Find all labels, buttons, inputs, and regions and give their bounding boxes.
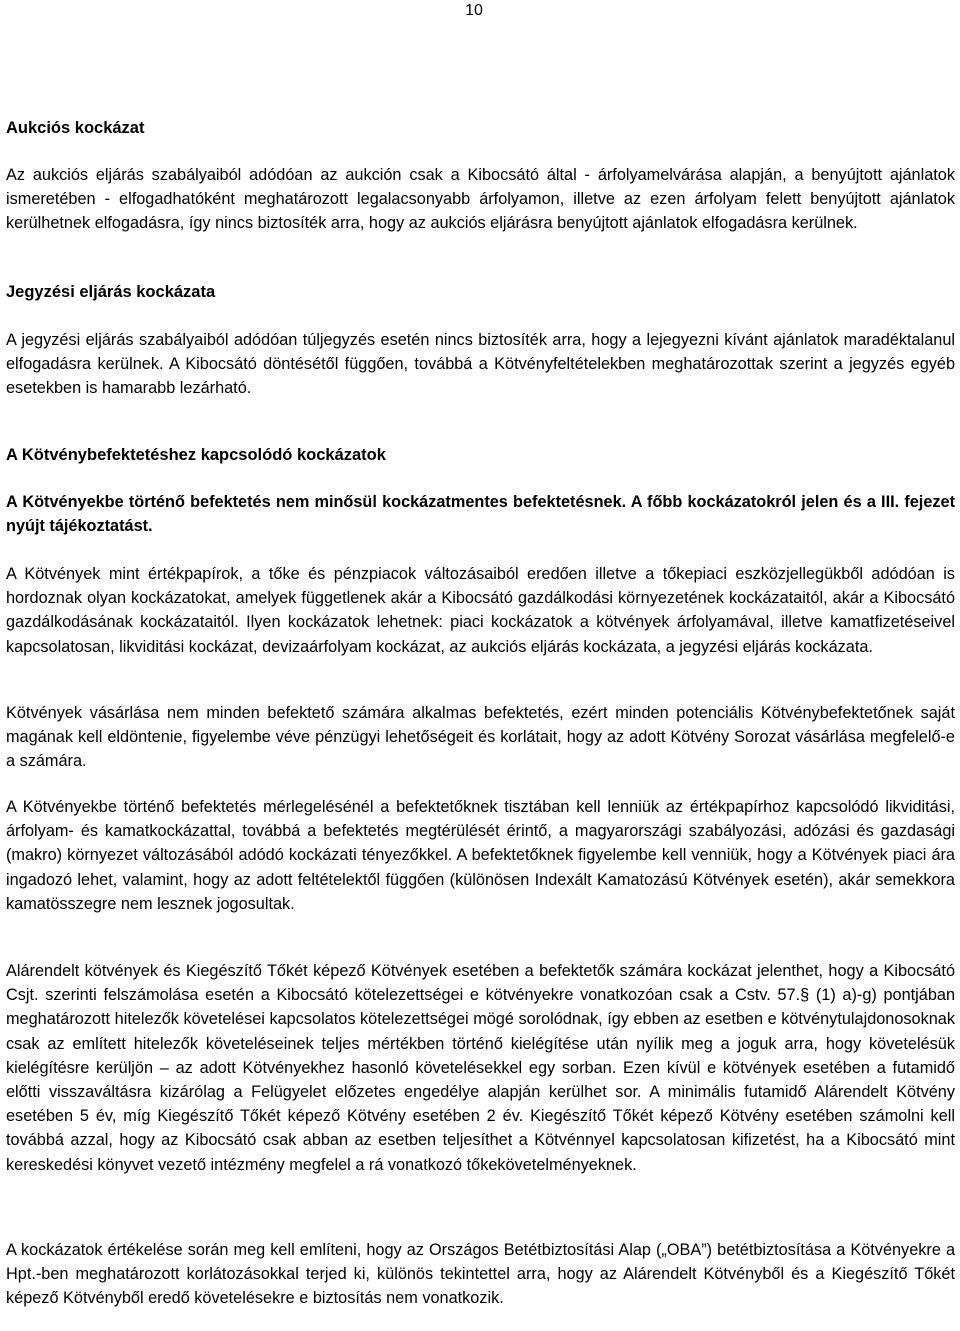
paragraph-jegyzesi: A jegyzési eljárás szabályaiból adódóan túljegyzés esetén nincs biztosíték arra, hogy a lejegyezni kívánt ajánlatok maradéktalanul elfogadásra kerülnek. A Kibocsátó döntésétől függően, továbbá a Kötvényfeltételekben meghatározottak szerint a jegyzés egyéb esetekben is hamarabb lezárható. — [6, 331, 955, 398]
section-heading-kotvenybefektetes: A Kötvénybefektetéshez kapcsolódó kockázatok — [6, 446, 386, 464]
page-number: 10 — [465, 2, 483, 19]
paragraph-merlegeles: A Kötvényekbe történő befektetés mérlegelésénél a befektetőknek tisztában kell lenniük az értékpapírhoz kapcsolódó likviditási, árfolyam- és kamatkockázattal, továbbá a befektetés megtérülését érintő, a magyarországi szabályozási, adózási és gazdasági (makro) környezet változásából adódó kockázati tényezőkkel. A befektetőknek figyelembe kell venniük, hogy a Kötvények piaci ára ingadozó lehet, valamint, hogy az adott feltételektől függően (különösen Indexált Kamatozású Kötvények esetén), akár semekkora kamatösszegre nem lesznek jogosultak. — [6, 798, 955, 913]
section-heading-aukcios: Aukciós kockázat — [6, 119, 145, 137]
section-heading-jegyzesi: Jegyzési eljárás kockázata — [6, 283, 216, 301]
paragraph-kotvenyek-kockazatok: A Kötvények mint értékpapírok, a tőke és pénzpiacok változásaiból eredően illetve a tőkepiaci eszközjellegükből adódóan is hordoznak olyan kockázatokat, amelyek függetlenek akár a Kibocsátó gazdálkodási környezetének kockázataitól, akár a Kibocsátó gazdálkodásának kockázataitól. Ilyen kockázatok lehetnek: piaci kockázatok a kötvények árfolyamával, illetve kamatfizetéseivel kapcsolatosan, likviditási kockázat, devizaárfolyam kockázat, az aukciós eljárás kockázata, a jegyzési eljárás kockázata. — [6, 565, 955, 656]
paragraph-oba: A kockázatok értékelése során meg kell említeni, hogy az Országos Betétbiztosítási Alap („OBA”) betétbiztosítása a Kötvényekre a Hpt.-ben meghatározott korlátozásokkal terjed ki, különös tekintettel arra, hogy az Alárendelt Kötvényből és a Kiegészítő Tőkét képező Kötvényből eredő követelésekre e biztosítás nem vonatkozik. — [6, 1241, 955, 1308]
paragraph-alarendelt-kotvenyek: Alárendelt kötvények és Kiegészítő Tőkét képező Kötvények esetében a befektetők számára kockázat jelenthet, hogy a Kibocsátó Csjt. szerinti felszámolása esetén a Kibocsátó kötelezettségei e kötvényekre vonatkozóan csak a Cstv. 57.§ (1) a)-g) pontjában meghatározott hitelezők követelései kapcsolatos kötelezettségei mögé sorolódnak, így ebben az esetben e kötvénytulajdonosoknak csak az említett hitelezők követeléseinek teljes mértékben történő kielégítése után nyílik meg a joguk arra, hogy követelésük kielégítésre kerüljön – az adott Kötvényekhez hasonló követelésekkel egy sorban. Ezen kívül e kötvények esetében a futamidő előtti visszaváltásra kizárólag a Felügyelet előzetes engedélye alapján kerülhet sor. A minimális futamidő Alárendelt Kötvény esetében 5 év, míg Kiegészítő Tőkét képező Kötvény esetében 2 év. Kiegészítő Tőkét képező Kötvény esetében számolni kell továbbá azzal, hogy az Kibocsátó csak abban az esetben teljesíthet a Kötvénnyel kapcsolatosan kifizetést, ha a Kibocsátó mint kereskedési könyvet vezető intézmény megfelel a rá vonatkozó tőkekövetelményeknek. — [6, 962, 955, 1174]
paragraph-kotvenyek-vasarlasa: Kötvények vásárlása nem minden befektető számára alkalmas befektetés, ezért minden potenciális Kötvénybefektetőnek saját magának kell eldöntenie, figyelembe véve pénzügyi lehetőségeit és korlátait, hogy az adott Kötvény Sorozat vásárlása megfelelő-e a számára. — [6, 704, 955, 771]
paragraph-kotvenybefektetes-summary: A Kötvényekbe történő befektetés nem minősül kockázatmentes befektetésnek. A főbb kockázatokról jelen és a III. fejezet nyújt tájékoztatást. — [6, 493, 955, 536]
paragraph-aukcios: Az aukciós eljárás szabályaiból adódóan az aukción csak a Kibocsátó által - árfolyamelvárása alapján, a benyújtott ajánlatok ismeretében - elfogadhatóként meghatározott legalacsonyabb árfolyamon, illetve az ezen árfolyam felett benyújtott ajánlatok kerülhetnek elfogadásra, így nincs biztosíték arra, hogy az aukciós eljárásra benyújtott ajánlatok elfogadásra kerülnek. — [6, 166, 955, 233]
